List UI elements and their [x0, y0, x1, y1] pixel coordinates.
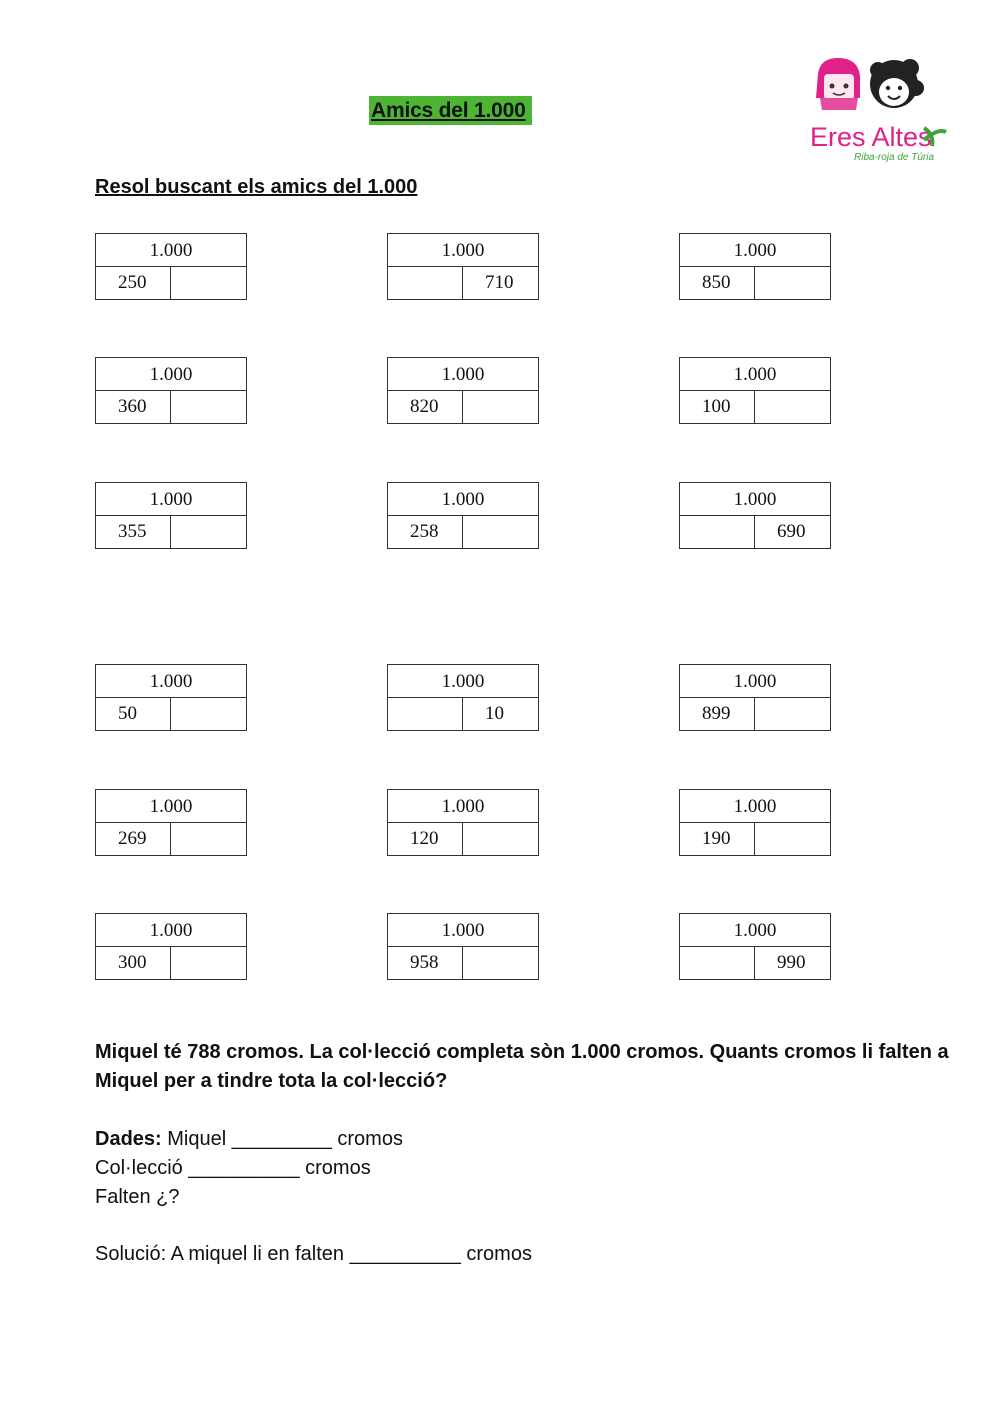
- number-bond-box: [95, 789, 247, 856]
- bond-part-right[interactable]: [755, 698, 830, 730]
- bond-part-left[interactable]: 820: [388, 391, 463, 423]
- number-bond-box: [387, 357, 539, 424]
- data-line-collection[interactable]: Col·lecció __________ cromos: [95, 1157, 371, 1179]
- data-section: [95, 1125, 403, 1212]
- eres-altes-logo: [808, 56, 948, 168]
- bond-total: 1.000: [388, 914, 538, 947]
- bond-total: 1.000: [96, 234, 246, 267]
- bond-part-right[interactable]: [463, 947, 538, 979]
- number-bond-box: [387, 233, 539, 300]
- number-bond-box: [387, 789, 539, 856]
- bond-total: 1.000: [680, 914, 830, 947]
- number-bond-box: [387, 664, 539, 731]
- number-bond-box: [679, 664, 831, 731]
- bond-part-left[interactable]: 850: [680, 267, 755, 299]
- number-bond-box: [679, 789, 831, 856]
- bond-part-right[interactable]: [171, 947, 246, 979]
- solution-line[interactable]: Solució: A miquel li en falten __________ cromos: [95, 1243, 532, 1265]
- bond-part-left[interactable]: [388, 267, 463, 299]
- number-bond-box: [95, 913, 247, 980]
- data-line-miquel[interactable]: Miquel _________ cromos: [161, 1128, 403, 1150]
- bond-part-left[interactable]: 258: [388, 516, 463, 548]
- bond-part-right[interactable]: [463, 391, 538, 423]
- bond-part-left[interactable]: 355: [96, 516, 171, 548]
- bond-part-right[interactable]: [171, 516, 246, 548]
- bond-part-left[interactable]: 300: [96, 947, 171, 979]
- word-problem: Miquel té 788 cromos. La col·lecció completa sòn 1.000 cromos. Quants cromos li falten a Miquel per a tindre tota la col·lecció?: [95, 1041, 949, 1092]
- bond-part-right[interactable]: [755, 391, 830, 423]
- bond-total: 1.000: [96, 914, 246, 947]
- bond-total: 1.000: [388, 665, 538, 698]
- number-bond-box: [95, 357, 247, 424]
- bond-part-right[interactable]: [463, 516, 538, 548]
- bond-total: 1.000: [680, 358, 830, 391]
- bond-part-left[interactable]: 100: [680, 391, 755, 423]
- bond-part-right[interactable]: 990: [777, 952, 806, 973]
- bond-part-left[interactable]: 190: [680, 823, 755, 855]
- number-bond-box: [679, 913, 831, 980]
- bond-total: 1.000: [388, 358, 538, 391]
- number-bond-box: [95, 664, 247, 731]
- bond-part-left[interactable]: 360: [96, 391, 171, 423]
- bond-part-right[interactable]: 690: [777, 521, 806, 542]
- number-bond-box: [387, 913, 539, 980]
- bond-part-left[interactable]: 269: [96, 823, 171, 855]
- bond-part-right[interactable]: [171, 391, 246, 423]
- number-bond-box: [679, 357, 831, 424]
- bond-part-right[interactable]: 710: [485, 272, 514, 293]
- bond-part-right[interactable]: [463, 823, 538, 855]
- bond-total: 1.000: [388, 234, 538, 267]
- bond-part-left[interactable]: [680, 516, 755, 548]
- bond-part-right[interactable]: 10: [485, 703, 504, 724]
- data-line-missing: Falten ¿?: [95, 1186, 180, 1208]
- bond-part-left[interactable]: 120: [388, 823, 463, 855]
- logo-name: Eres Altes: [810, 122, 932, 152]
- bond-part-right[interactable]: [171, 267, 246, 299]
- bond-part-left[interactable]: [680, 947, 755, 979]
- bond-part-left[interactable]: 958: [388, 947, 463, 979]
- number-bond-box: [95, 233, 247, 300]
- bond-total: 1.000: [96, 665, 246, 698]
- bond-part-right[interactable]: [171, 823, 246, 855]
- page-title: Amics del 1.000: [369, 96, 532, 125]
- boy-face-icon: [870, 59, 924, 108]
- bond-part-right[interactable]: [755, 823, 830, 855]
- logo-location: Riba-roja de Túria: [854, 152, 935, 163]
- number-bond-box: [387, 482, 539, 549]
- bond-part-right[interactable]: [171, 698, 246, 730]
- bond-total: 1.000: [388, 790, 538, 823]
- bond-part-right[interactable]: [755, 267, 830, 299]
- bond-part-left[interactable]: [388, 698, 463, 730]
- data-label: Dades:: [95, 1128, 162, 1150]
- bond-part-left[interactable]: 50: [96, 698, 171, 730]
- bond-total: 1.000: [680, 483, 830, 516]
- number-bond-box: [679, 233, 831, 300]
- number-bond-box: [95, 482, 247, 549]
- instructions: Resol buscant els amics del 1.000: [95, 176, 418, 198]
- bond-total: 1.000: [96, 358, 246, 391]
- bond-total: 1.000: [96, 483, 246, 516]
- bond-total: 1.000: [96, 790, 246, 823]
- number-bond-box: [679, 482, 831, 549]
- bond-part-left[interactable]: 250: [96, 267, 171, 299]
- girl-face-icon: [816, 58, 860, 110]
- bond-total: 1.000: [388, 483, 538, 516]
- bond-total: 1.000: [680, 790, 830, 823]
- bond-part-left[interactable]: 899: [680, 698, 755, 730]
- bond-total: 1.000: [680, 665, 830, 698]
- bond-total: 1.000: [680, 234, 830, 267]
